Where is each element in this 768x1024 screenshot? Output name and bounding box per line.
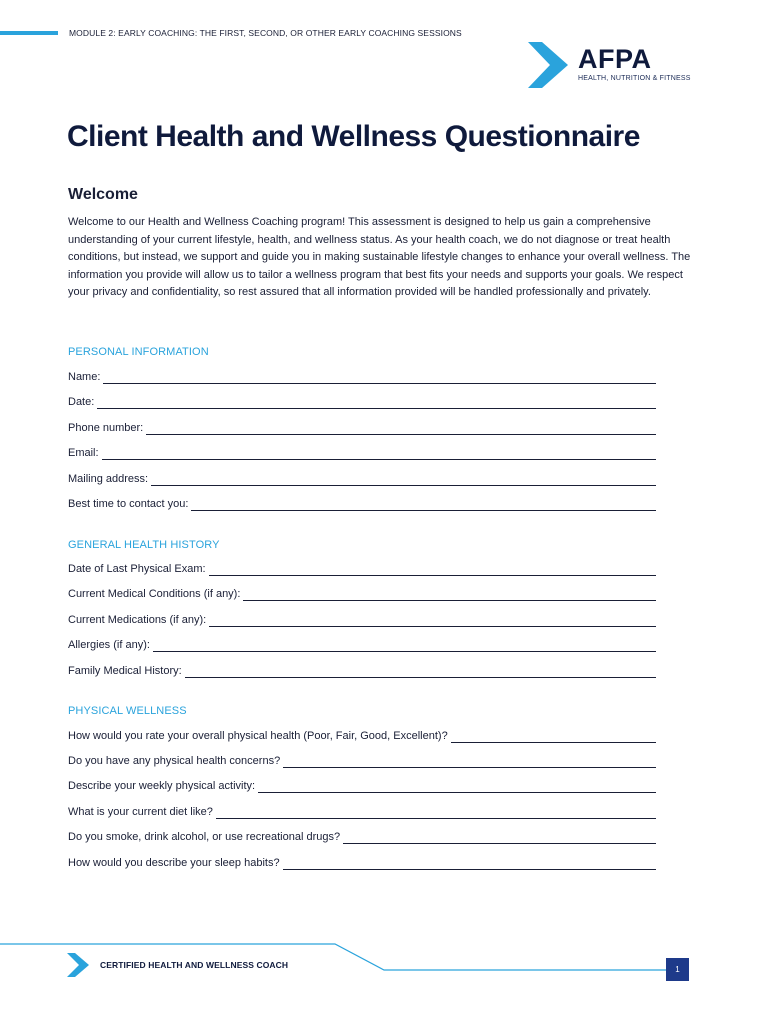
weekly-activity-input-line[interactable]: [258, 780, 656, 793]
footer-chevron-icon: [67, 953, 89, 977]
health-concerns-input-line[interactable]: [283, 755, 656, 768]
afpa-logo: [528, 42, 718, 90]
footer-title: CERTIFIED HEALTH AND WELLNESS COACH: [100, 960, 289, 970]
date-input-line[interactable]: [97, 396, 656, 409]
email-input-line[interactable]: [102, 447, 656, 460]
medical-conditions-input-line[interactable]: [243, 588, 656, 601]
name-input-line[interactable]: [103, 371, 656, 384]
medical-conditions-field: [68, 585, 656, 601]
sleep-habits-field: [68, 854, 656, 870]
physical-health-rating-input-line[interactable]: [451, 730, 656, 743]
section-heading-physical: PHYSICAL WELLNESS: [68, 705, 187, 717]
section-heading-health: GENERAL HEALTH HISTORY: [68, 539, 220, 551]
field-label: Current Medications (if any):: [68, 614, 207, 626]
field-label: Date of Last Physical Exam:: [68, 563, 206, 575]
name-field: [68, 368, 656, 384]
logo-name: AFPA: [578, 44, 652, 74]
field-label: Describe your weekly physical activity:: [68, 780, 256, 792]
page-number: 1: [666, 958, 689, 981]
date-field: [68, 393, 656, 409]
diet-field: [68, 803, 656, 819]
welcome-paragraph: Welcome to our Health and Wellness Coaching program! This assessment is designed to help us gain a comprehensive understanding of your current lifestyle, health, and wellness status. As your health coach, we do not diagnose or treat health conditions, but instead, we support and guide you in making sustainable lifestyle changes to enhance your overall wellness. The information you provide will allow us to tailor a wellness program that best fits your needs and supports your goals. We respect your privacy and confidentiality, so rest assured that all information provided will be handled professionally and privately.: [68, 216, 691, 299]
field-label: Best time to contact you:: [68, 498, 189, 510]
allergies-input-line[interactable]: [153, 639, 656, 652]
last-exam-field: [68, 560, 656, 576]
field-label: Do you have any physical health concerns?: [68, 755, 281, 767]
footer-rule: [0, 935, 768, 980]
phone-field: [68, 419, 656, 435]
sleep-habits-input-line[interactable]: [283, 857, 656, 870]
medications-field: [68, 611, 656, 627]
medications-input-line[interactable]: [209, 614, 656, 627]
family-history-input-line[interactable]: [185, 665, 656, 678]
field-label: How would you describe your sleep habits?: [68, 857, 280, 869]
field-label: Email:: [68, 447, 99, 459]
phone-input-line[interactable]: [146, 422, 656, 435]
mailing-address-input-line[interactable]: [151, 473, 656, 486]
module-header: MODULE 2: EARLY COACHING: THE FIRST, SECOND, OR OTHER EARLY COACHING SESSIONS: [69, 28, 462, 38]
field-label: Mailing address:: [68, 473, 149, 485]
field-label: Current Medical Conditions (if any):: [68, 588, 241, 600]
allergies-field: [68, 636, 656, 652]
chevron-logo-icon: [528, 42, 568, 88]
field-label: How would you rate your overall physical health (Poor, Fair, Good, Excellent)?: [68, 730, 448, 742]
physical-health-rating-field: [68, 727, 656, 743]
page-title: Client Health and Wellness Questionnaire: [67, 120, 640, 153]
mailing-address-field: [68, 470, 656, 486]
section-heading-personal: PERSONAL INFORMATION: [68, 346, 209, 358]
health-concerns-field: [68, 752, 656, 768]
substances-input-line[interactable]: [343, 831, 656, 844]
field-label: Phone number:: [68, 422, 144, 434]
welcome-heading: Welcome: [68, 186, 138, 203]
substances-field: [68, 828, 656, 844]
field-label: Do you smoke, drink alcohol, or use recreational drugs?: [68, 831, 341, 843]
contact-time-input-line[interactable]: [191, 498, 656, 511]
family-history-field: [68, 662, 656, 678]
field-label: Family Medical History:: [68, 665, 182, 677]
email-field: [68, 444, 656, 460]
diet-input-line[interactable]: [216, 806, 656, 819]
field-label: Date:: [68, 396, 95, 408]
field-label: Name:: [68, 371, 101, 383]
contact-time-field: [68, 495, 656, 511]
last-exam-input-line[interactable]: [209, 563, 656, 576]
logo-tagline: HEALTH, NUTRITION & FITNESS: [578, 75, 691, 82]
header-accent-rule: [0, 31, 58, 35]
field-label: What is your current diet like?: [68, 806, 213, 818]
field-label: Allergies (if any):: [68, 639, 150, 651]
weekly-activity-field: [68, 777, 656, 793]
